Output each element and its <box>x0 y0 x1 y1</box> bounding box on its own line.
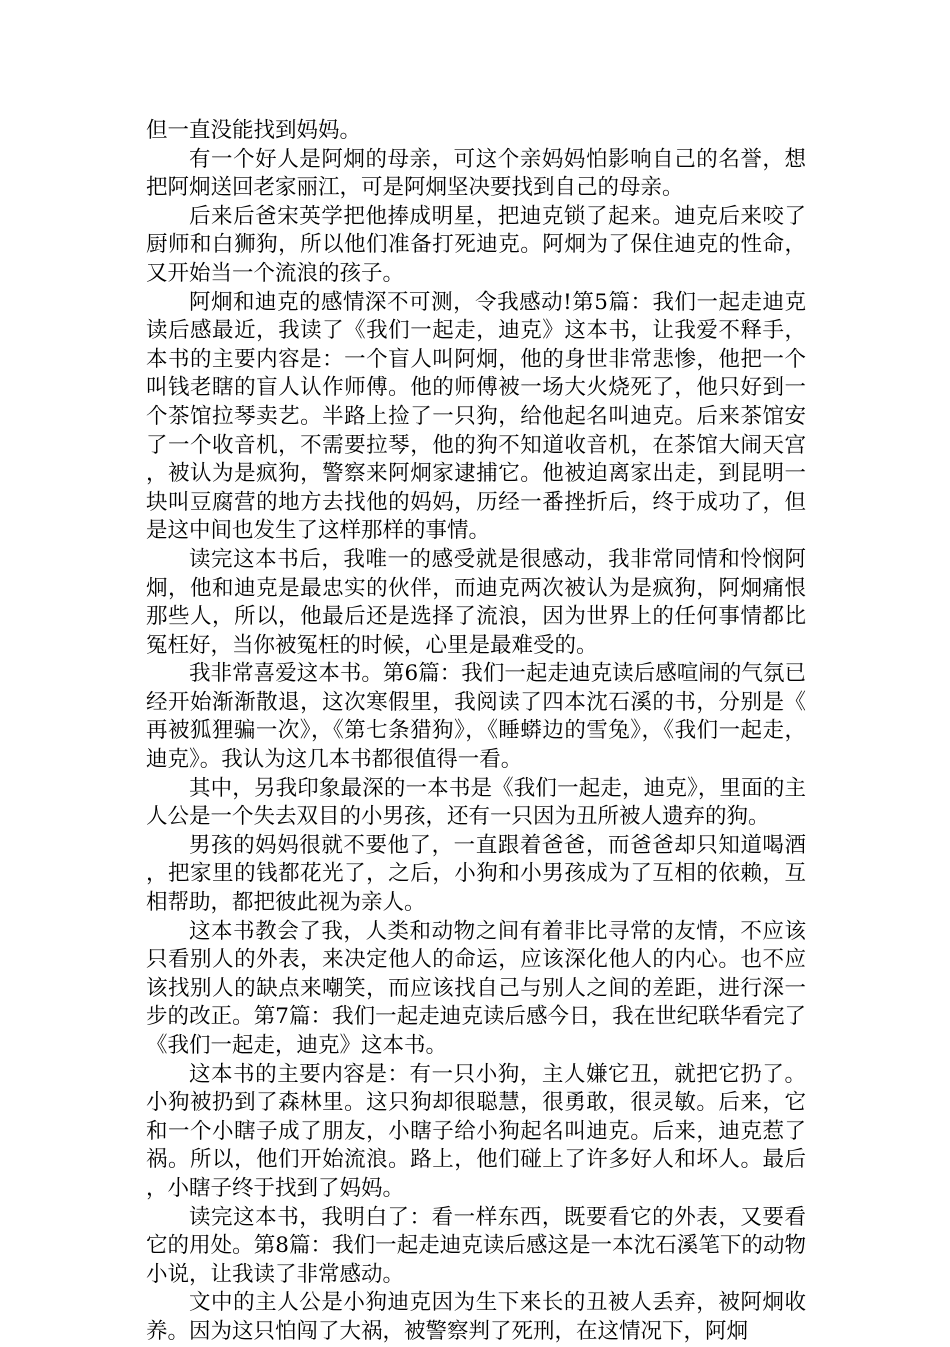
paragraph-12: 文中的主人公是小狗迪克因为生下来长的丑被人丢弃，被阿炯收养。因为这只怕闯了大祸，被警察判了死刑，在这情况下，阿炯 <box>146 1290 806 1344</box>
paragraph-3: 后来后爸宋英学把他捧成明星，把迪克锁了起来。迪克后来咬了厨师和白狮狗，所以他们准备打死迪克。阿炯为了保住迪克的性命，又开始当一个流浪的孩子。 <box>146 203 806 286</box>
paragraph-6: 我非常喜爱这本书。第6篇：我们一起走迪克读后感喧闹的气氛已经开始渐渐散退，这次寒假里，我阅读了四本沈石溪的书，分别是《再被狐狸骗一次》，《第七条猎狗》，《睡蟒边的雪兔》，《我们一起走，迪克》。我认为这几本书都很值得一看。 <box>146 661 806 773</box>
paragraph-4: 阿炯和迪克的感情深不可测，令我感动!第5篇：我们一起走迪克读后感最近，我读了《我们一起走，迪克》这本书，让我爱不释手，本书的主要内容是：一个盲人叫阿炯，他的身世非常悲惨，他把一个叫钱老瞎的盲人认作师傅。他的师傅被一场大火烧死了，他只好到一个茶馆拉琴卖艺。半路上捡了一只狗，给他起名叫迪克。后来茶馆安了一个收音机，不需要拉琴，他的狗不知道收音机，在茶馆大闹天宫，被认为是疯狗，警察来阿炯家逮捕它。他被迫离家出走，到昆明一块叫豆腐营的地方去找他的妈妈，历经一番挫折后，终于成功了，但是这中间也发生了这样那样的事情。 <box>146 289 806 544</box>
paragraph-2: 有一个好人是阿炯的母亲，可这个亲妈妈怕影响自己的名誉，想把阿炯送回老家丽江，可是阿炯坚决要找到自己的母亲。 <box>146 146 806 201</box>
paragraph-8: 男孩的妈妈很就不要他了，一直跟着爸爸，而爸爸却只知道喝酒，把家里的钱都花光了，之后，小狗和小男孩成为了互相的依赖，互相帮助，都把彼此视为亲人。 <box>146 832 806 916</box>
paragraph-11: 读完这本书，我明白了：看一样东西，既要看它的外表，又要看它的用处。第8篇：我们一起走迪克读后感这是一本沈石溪笔下的动物小说，让我读了非常感动。 <box>146 1204 806 1287</box>
paragraph-7: 其中，另我印象最深的一本书是《我们一起走，迪克》，里面的主人公是一个失去双目的小男孩，还有一只因为丑所被人遗弃的狗。 <box>146 775 806 830</box>
paragraph-1: 但一直没能找到妈妈。 <box>146 118 362 143</box>
paragraph-10: 这本书的主要内容是：有一只小狗，主人嫌它丑，就把它扔了。小狗被扔到了森林里。这只狗却很聪慧，很勇敢，很灵敏。后来，它和一个小瞎子成了朋友，小瞎子给小狗起名叫迪克。后来，迪克惹了祸。所以，他们开始流浪。路上，他们碰上了许多好人和坏人。最后，小瞎子终于找到了妈妈。 <box>146 1061 806 1201</box>
paragraph-5: 读完这本书后，我唯一的感受就是很感动，我非常同情和怜悯阿炯，他和迪克是最忠实的伙伴，而迪克两次被认为是疯狗，阿炯痛恨那些人，所以，他最后还是选择了流浪，因为世界上的任何事情都比冤枉好，当你被冤枉的时候，心里是最难受的。 <box>146 546 806 658</box>
article-body <box>146 117 806 1347</box>
paragraph-9: 这本书教会了我，人类和动物之间有着非比寻常的友情，不应该只看别人的外表，来决定他人的命运，应该深化他人的内心。也不应该找别人的缺点来嘲笑，而应该找自己与别人之间的差距，进行深一步的改正。第7篇：我们一起走迪克读后感今日，我在世纪联华看完了《我们一起走，迪克》这本书。 <box>146 918 806 1058</box>
